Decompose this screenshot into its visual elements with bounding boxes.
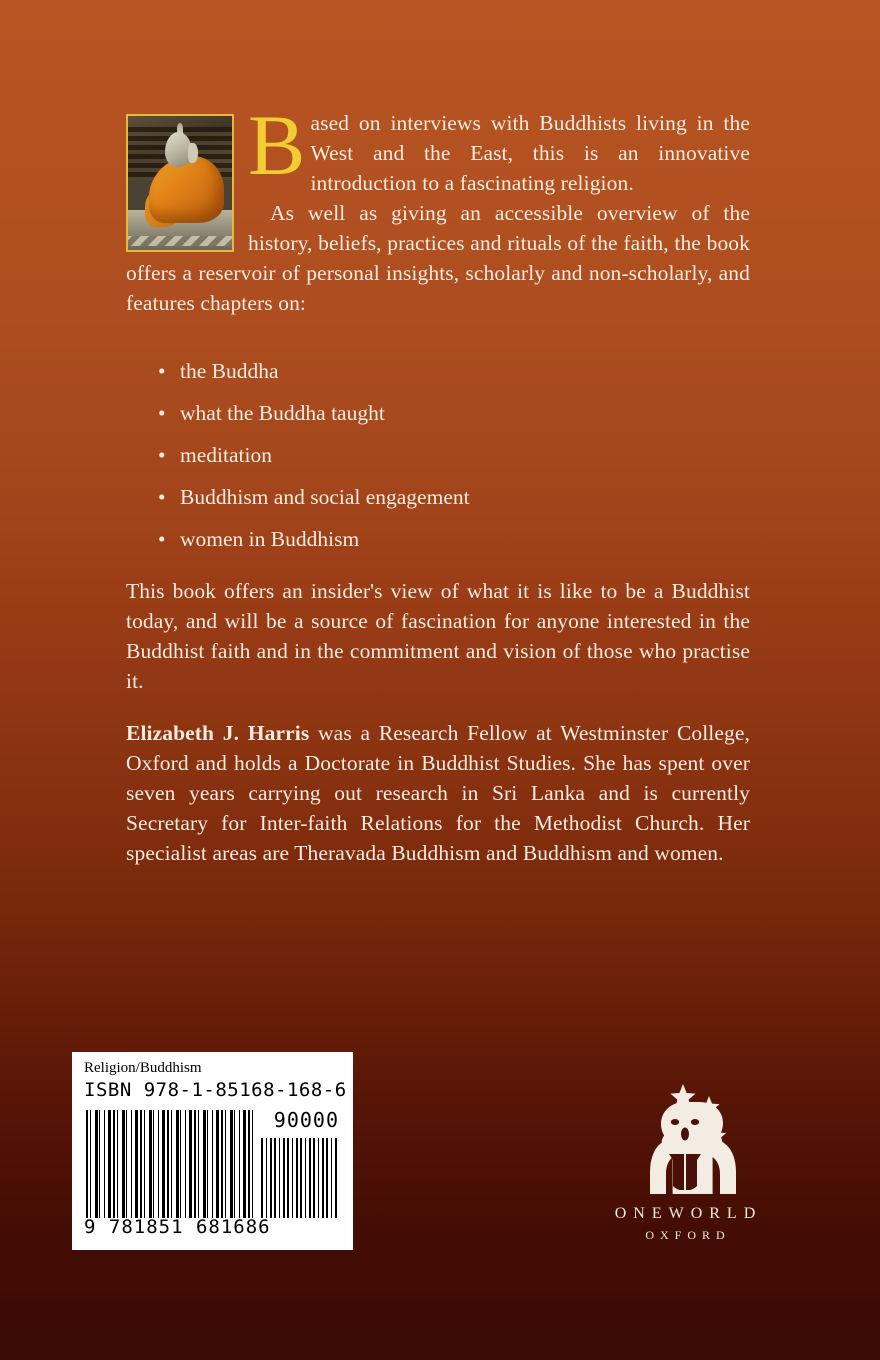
list-item: • women in Buddhism	[158, 518, 718, 560]
ean13-barcode-bars	[86, 1110, 254, 1218]
oneworld-logo-icon	[625, 1082, 745, 1194]
drop-cap-letter: B	[248, 97, 306, 193]
barcode-addon-number: 90000	[273, 1108, 339, 1132]
chapters-list	[158, 350, 718, 560]
list-item: • what the Buddha taught	[158, 392, 718, 434]
barcode-digits: 9 781851 681686	[84, 1216, 271, 1238]
book-category-label: Religion/Buddhism	[84, 1060, 202, 1076]
blurb-paragraph-1-text: ased on interviews with Buddhists living in the West and the East, this is an innovative introduction to a fascinating religion.	[310, 111, 750, 195]
publisher-block	[590, 1082, 780, 1243]
barcode-addon-bars	[261, 1138, 339, 1218]
list-item: • Buddhism and social engagement	[158, 476, 718, 518]
author-bio-block	[126, 718, 750, 868]
barcode-graphic-area	[84, 1104, 343, 1236]
buddha-statue-photo	[126, 114, 234, 252]
publisher-city: OXFORD	[645, 1228, 731, 1242]
author-name: Elizabeth J. Harris	[126, 721, 310, 745]
list-item: • the Buddha	[158, 350, 718, 392]
photo-statue-ear	[188, 143, 197, 163]
blurb-paragraph-2: As well as giving an accessible overview of the history, beliefs, practices and rituals of the faith, the book offers a reservoir of personal insights, scholarly and non-scholarly, and features chapters on:	[126, 201, 750, 315]
isbn-label: ISBN 978-1-85168-168-6	[84, 1079, 347, 1101]
barcode-panel	[72, 1052, 353, 1250]
publisher-name: ONEWORLD	[614, 1205, 763, 1222]
author-bio-text: was a Research Fellow at Westminster College, Oxford and holds a Doctorate in Buddhist Studies. She has spent over seven years carrying out research in Sri Lanka and is currently Secretary for Inter-faith Relations for the Methodist Church. Her specialist areas are Theravada Buddhism and Buddhism and women.	[126, 721, 750, 865]
author-bio-paragraph	[126, 718, 750, 868]
blurb-section	[126, 97, 750, 318]
insider-paragraph: This book offers an insider's view of what it is like to be a Buddhist today, and will be a source of fascination for anyone interested in the Buddhist faith and in the commitment and vision of those who practise it.	[126, 579, 750, 693]
list-item: • meditation	[158, 434, 718, 476]
insider-paragraph-block	[126, 576, 750, 696]
